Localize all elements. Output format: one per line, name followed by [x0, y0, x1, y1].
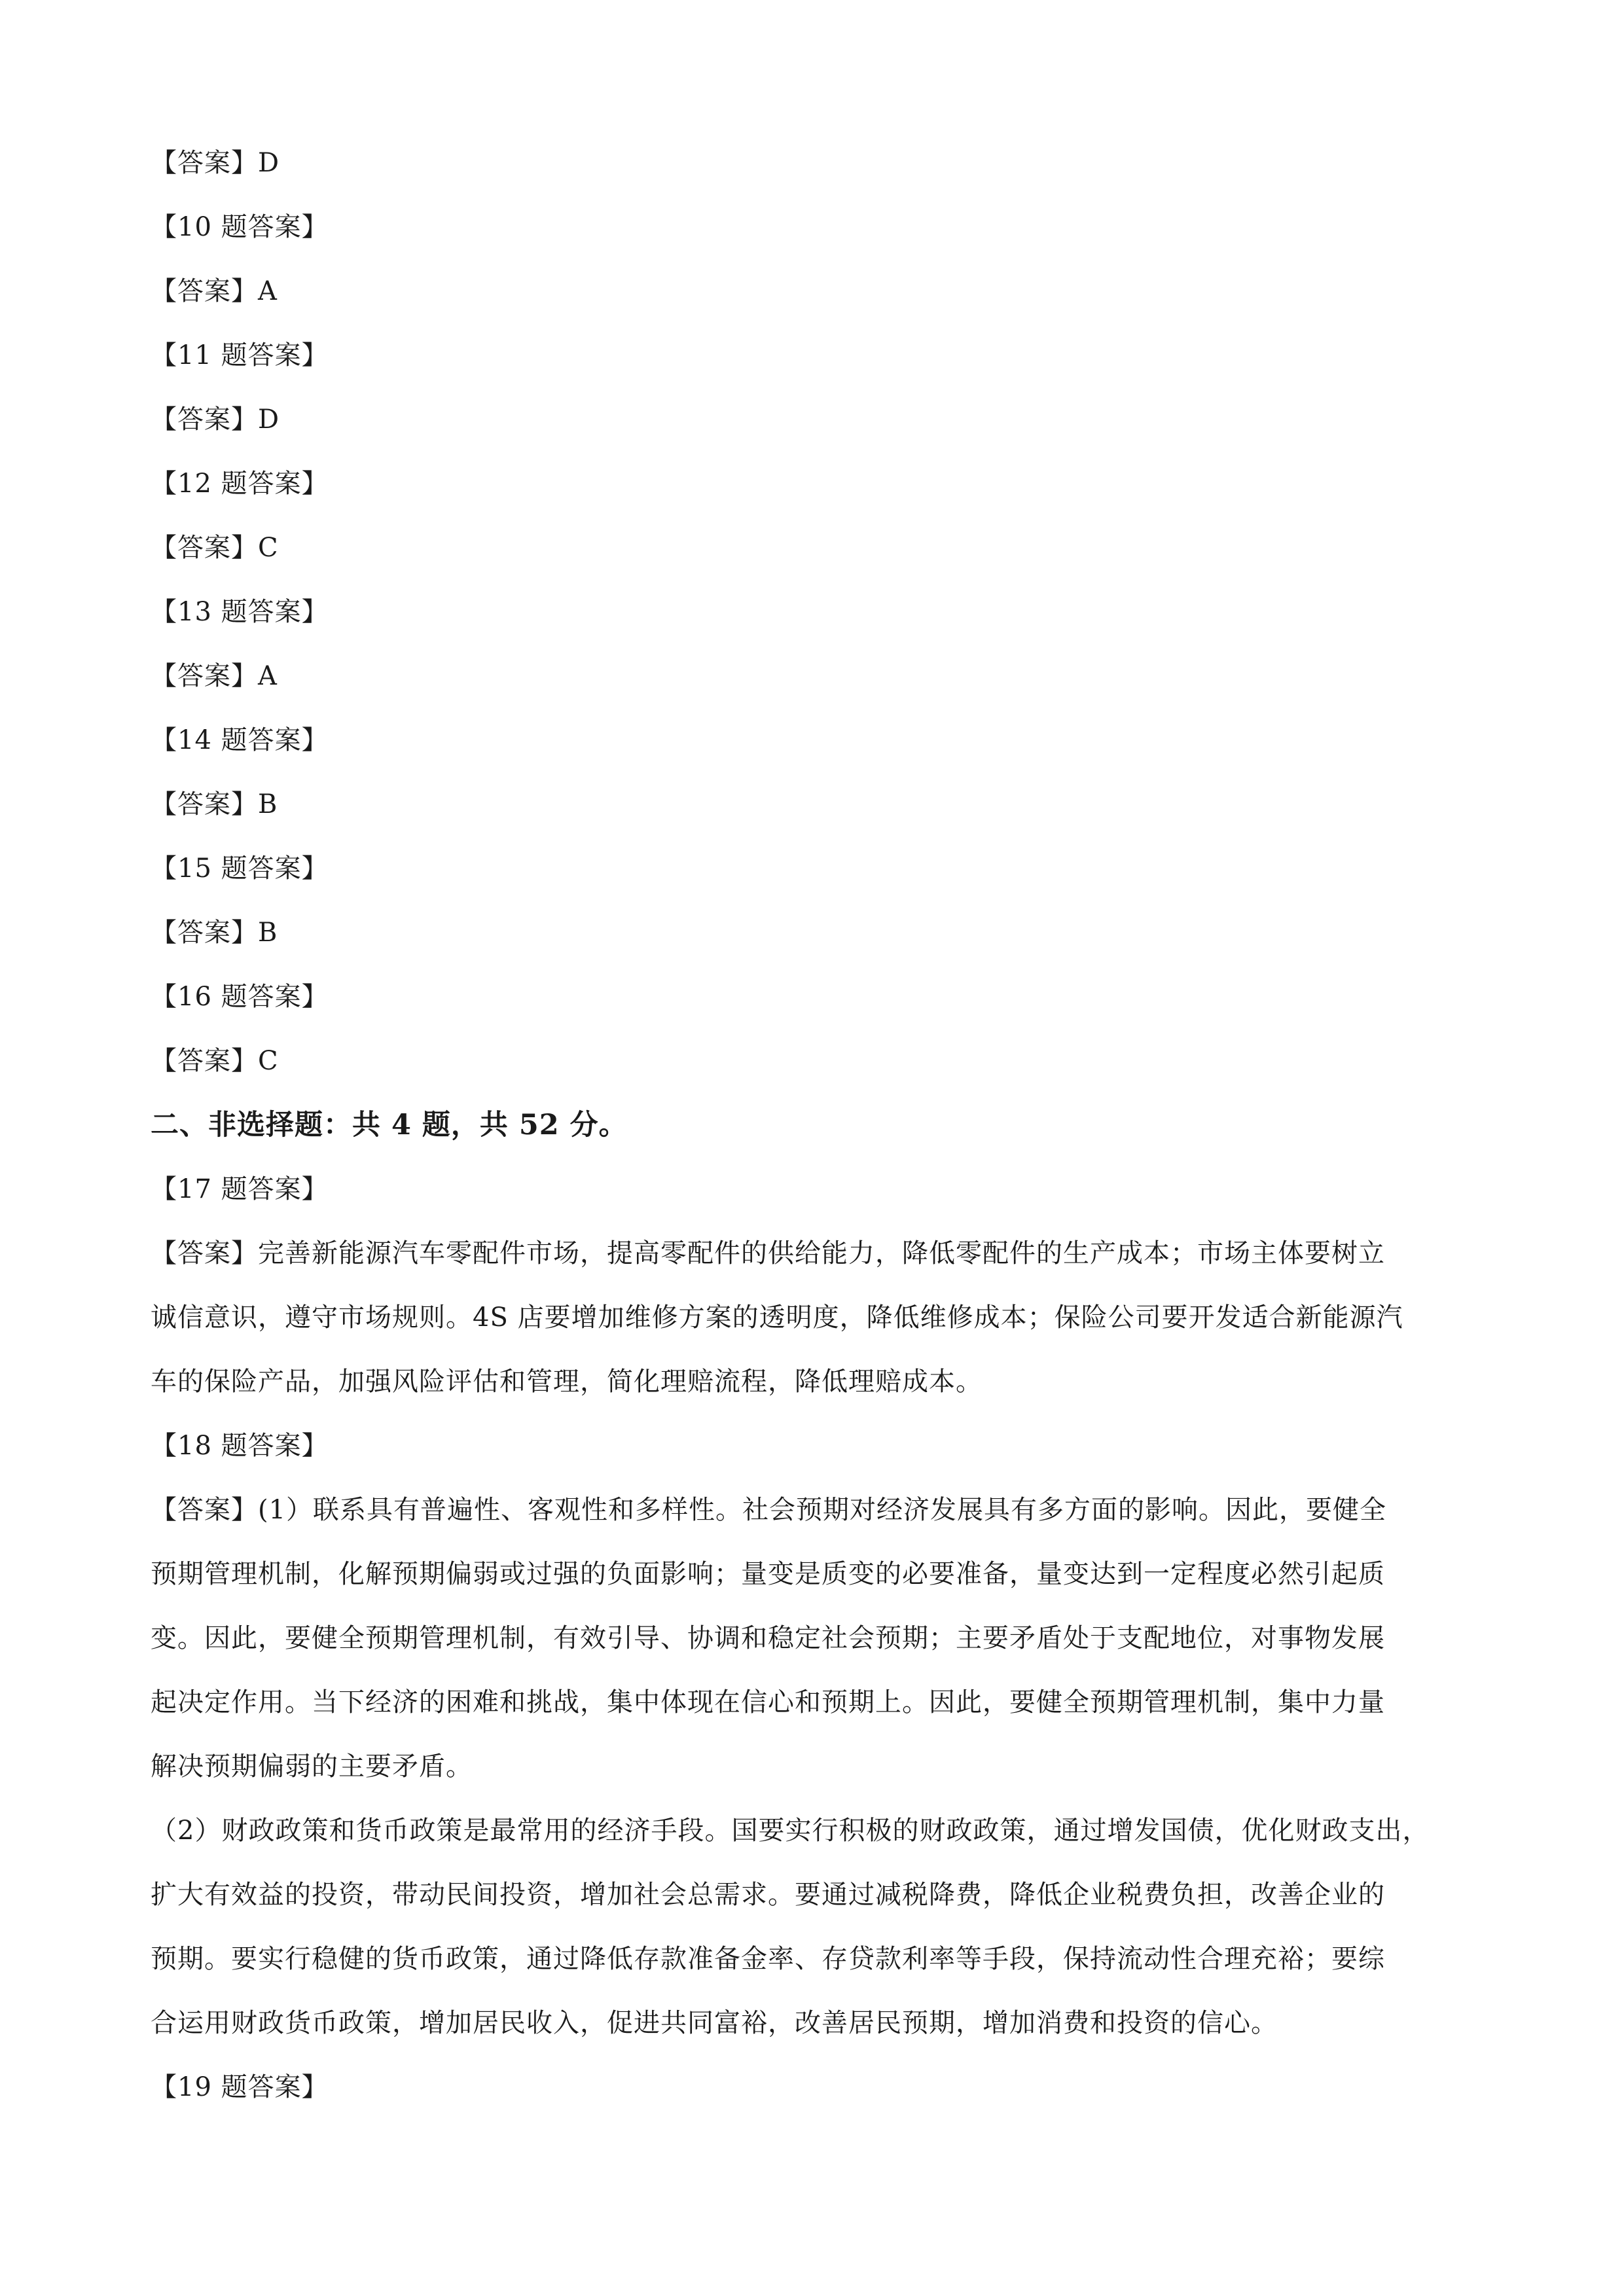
question-label: 【10 题答案】: [151, 212, 329, 242]
question-label: 【11 题答案】: [151, 340, 329, 370]
paragraph-line: 【答案】完善新能源汽车零配件市场，提高零配件的供给能力，降低零配件的生产成本；市场主体要树立: [151, 1238, 1385, 1268]
paragraph-line: 合运用财政货币政策，增加居民收入，促进共同富裕，改善居民预期，增加消费和投资的信心。: [151, 2008, 1278, 2038]
answer-line: 【答案】B: [151, 789, 278, 819]
answer-line: 【答案】C: [151, 1046, 279, 1076]
paragraph-line: 预期管理机制，化解预期偏弱或过强的负面影响；量变是质变的必要准备，量变达到一定程度必然引起质: [151, 1559, 1385, 1589]
question-label: 【19 题答案】: [151, 2072, 329, 2102]
paragraph-line: 解决预期偏弱的主要矛盾。: [151, 1751, 473, 1782]
paragraph-line: （2）财政政策和货币政策是最常用的经济手段。国要实行积极的财政政策，通过增发国债，优化财政支出，: [151, 1816, 1430, 1846]
question-label: 【16 题答案】: [151, 982, 329, 1012]
answer-line: 【答案】D: [151, 148, 280, 178]
answer-line: 【答案】B: [151, 918, 278, 948]
question-label: 【12 题答案】: [151, 469, 329, 499]
section-heading: 二、非选择题：共 4 题，共 52 分。: [151, 1109, 628, 1141]
question-label: 【13 题答案】: [151, 597, 329, 627]
document-page: [151, 131, 1479, 2119]
q18-answer-part2: [151, 1799, 1479, 2055]
q18-answer-part1: [151, 1478, 1479, 1799]
question-label: 【18 题答案】: [151, 1431, 329, 1461]
paragraph-line: 变。因此，要健全预期管理机制，有效引导、协调和稳定社会预期；主要矛盾处于支配地位，对事物发展: [151, 1623, 1385, 1653]
answer-line: 【答案】A: [151, 661, 278, 691]
paragraph-line: 【答案】(1）联系具有普遍性、客观性和多样性。社会预期对经济发展具有多方面的影响。因此，要健全: [151, 1495, 1387, 1525]
question-label: 【17 题答案】: [151, 1174, 329, 1204]
paragraph-line: 起决定作用。当下经济的困难和挑战，集中体现在信心和预期上。因此，要健全预期管理机制，集中力量: [151, 1687, 1385, 1717]
question-label: 【15 题答案】: [151, 853, 329, 884]
paragraph-line: 预期。要实行稳健的货币政策，通过降低存款准备金率、存贷款利率等手段，保持流动性合理充裕；要综: [151, 1944, 1385, 1974]
paragraph-line: 车的保险产品，加强风险评估和管理，简化理赔流程，降低理赔成本。: [151, 1367, 983, 1397]
answer-line: 【答案】D: [151, 404, 280, 435]
answer-line: 【答案】C: [151, 533, 279, 563]
answer-line: 【答案】A: [151, 276, 278, 306]
q17-answer: [151, 1221, 1479, 1414]
paragraph-line: 扩大有效益的投资，带动民间投资，增加社会总需求。要通过减税降费，降低企业税费负担，改善企业的: [151, 1880, 1385, 1910]
paragraph-line: 诚信意识，遵守市场规则。4S 店要增加维修方案的透明度，降低维修成本；保险公司要开发适合新能源汽: [151, 1302, 1403, 1333]
question-label: 【14 题答案】: [151, 725, 329, 755]
